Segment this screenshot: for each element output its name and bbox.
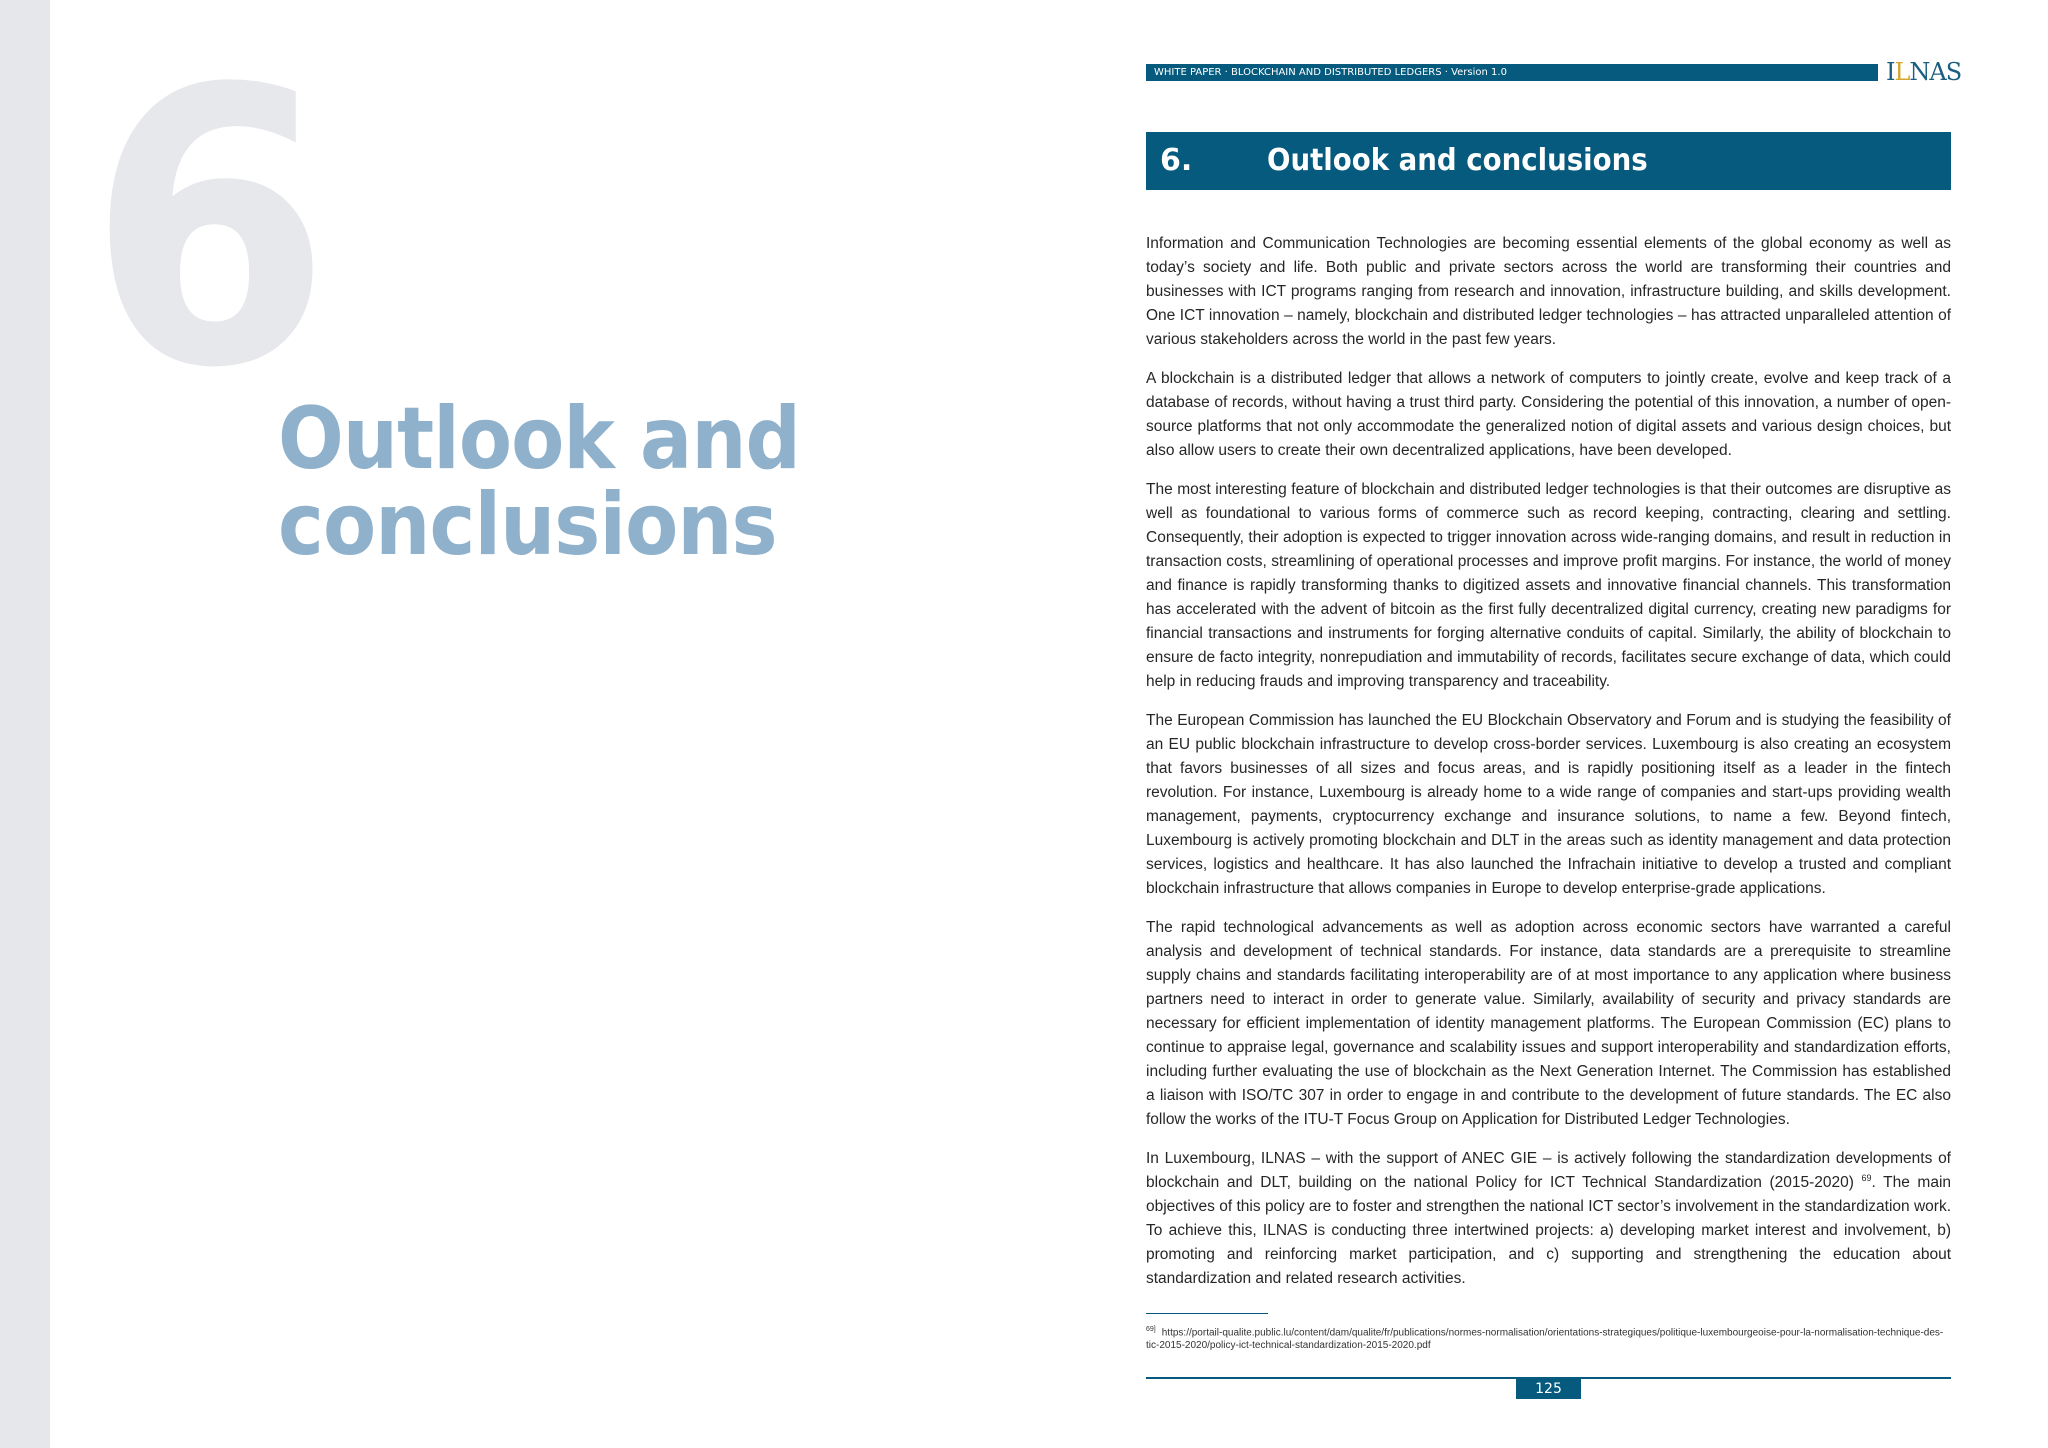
page-number: 125 (1516, 1379, 1581, 1399)
footnote-link[interactable]: https://portail-qualite.public.lu/content/dam/qualite/fr/publications/normes-normalisation/orientations-strategiques/politique-luxembourgeoise-pour-la-normalisation-technique-des-tic-2015-2020/policy-ict-technical-standardization-2015-2020.pdf (1146, 1327, 1944, 1352)
chapter-number: 6 (88, 8, 324, 451)
paragraph-text: In Luxembourg, ILNAS – with the support of ANEC GIE – is actively following the standardization developments of blockchain and DLT, building on the national Policy for ICT Technical Standardization (2015-2020) (1146, 1150, 1951, 1191)
paragraph: The rapid technological advancements as well as adoption across economic sectors have warranted a careful analysis and development of technical standards. For instance, data standards are a prerequisite to streamline supply chains and standards facilitating interoperability are of at most importance to any application where business partners need to interact in order to generate value. Similarly, availability of security and privacy standards are necessary for efficient implementation of identity management platforms. The European Commission (EC) plans to continue to appraise legal, governance and scalability issues and support interoperability and standardization efforts, including further evaluating the use of blockchain as the Next Generation Internet. The Commission has established a liaison with ISO/TC 307 in order to engage in and contribute to the development of future standards. The EC also follow the works of the ITU-T Focus Group on Application for Distributed Ledger Technologies. (1146, 919, 1951, 1128)
section-heading (1146, 132, 1951, 190)
paragraph: Information and Communication Technologies are becoming essential elements of the global economy as well as today’s society and life. Both public and private sectors across the world are transforming their countries and businesses with ICT programs ranging from research and innovation, infrastructure building, and skills development. One ICT innovation – namely, blockchain and distributed ledger technologies – has attracted unparalleled attention of various stakeholders across the world in the past few years. (1146, 235, 1951, 348)
left-margin-strip (0, 0, 50, 1448)
ilnas-logo (1886, 57, 1961, 87)
paragraph: A blockchain is a distributed ledger that allows a network of computers to jointly create, evolve and keep track of a database of records, without having a trust third party. Considering the potential of this innovation, a number of open-source platforms that not only accommodate the generalized notion of digital assets and various design choices, but also allow users to create their own decentralized applications, have been developed. (1146, 370, 1951, 459)
body-text (1146, 232, 1951, 1306)
chapter-title-line-1: Outlook and (278, 389, 801, 489)
section-title: Outlook and conclusions (1267, 143, 1648, 178)
paragraph: The most interesting feature of blockchain and distributed ledger technologies is that their outcomes are disruptive as well as foundational to various forms of commerce such as record keeping, contracting, clearing and settling. Consequently, their adoption is expected to trigger innovation across wide-ranging domains, and result in reduction in transaction costs, streamlining of operational processes and improve profit margins. For instance, the world of money and finance is rapidly transforming thanks to digitized assets and innovative financial channels. This transformation has accelerated with the advent of bitcoin as the first fully decentralized digital currency, creating new paradigms for financial transactions and instruments for forging alternative conduits of capital. Similarly, the ability of blockchain to ensure de facto integrity, nonrepudiation and immutability of records, facilitates secure exchange of data, which could help in reducing frauds and improving transparency and traceability. (1146, 481, 1951, 690)
paragraph: The European Commission has launched the EU Blockchain Observatory and Forum and is studying the feasibility of an EU public blockchain infrastructure to develop cross-border services. Luxembourg is also creating an ecosystem that favors businesses of all sizes and focus areas, and is rapidly positioning itself as a leader in the fintech revolution. For instance, Luxembourg is already home to a wide range of companies and start-ups providing wealth management, payments, cryptocurrency exchange and insurance solutions, to name a few. Beyond fintech, Luxembourg is actively promoting blockchain and DLT in the areas such as identity management and data protection services, logistics and healthcare. It has also launched the Infrachain initiative to develop a trusted and compliant blockchain infrastructure that allows companies in Europe to develop enterprise-grade applications. (1146, 712, 1951, 897)
running-header: WHITE PAPER · BLOCKCHAIN AND DISTRIBUTED LEDGERS · Version 1.0 (1146, 64, 1878, 81)
chapter-title (278, 389, 801, 575)
logo-letter-l: L (1894, 58, 1910, 86)
paragraph (1146, 1147, 1951, 1291)
section-number: 6. (1160, 143, 1193, 178)
footnote-number: 69] (1146, 1326, 1156, 1333)
logo-letters-nas: NAS (1909, 58, 1962, 86)
footnote (1146, 1323, 1951, 1352)
logo-letter-i: I (1886, 58, 1895, 86)
footnote-reference[interactable]: 69 (1861, 1172, 1872, 1183)
chapter-title-line-2: conclusions (278, 475, 777, 575)
paragraph-text: . The main objectives of this policy are to foster and strengthen the national ICT sector’s involvement in the standardization work. To achieve this, ILNAS is conducting three intertwined projects: a) developing market interest and involvement, b) promoting and reinforcing market participation, and c) supporting and strengthening the education about standardization and related research activities. (1146, 1174, 1952, 1287)
footnote-divider (1146, 1313, 1268, 1314)
